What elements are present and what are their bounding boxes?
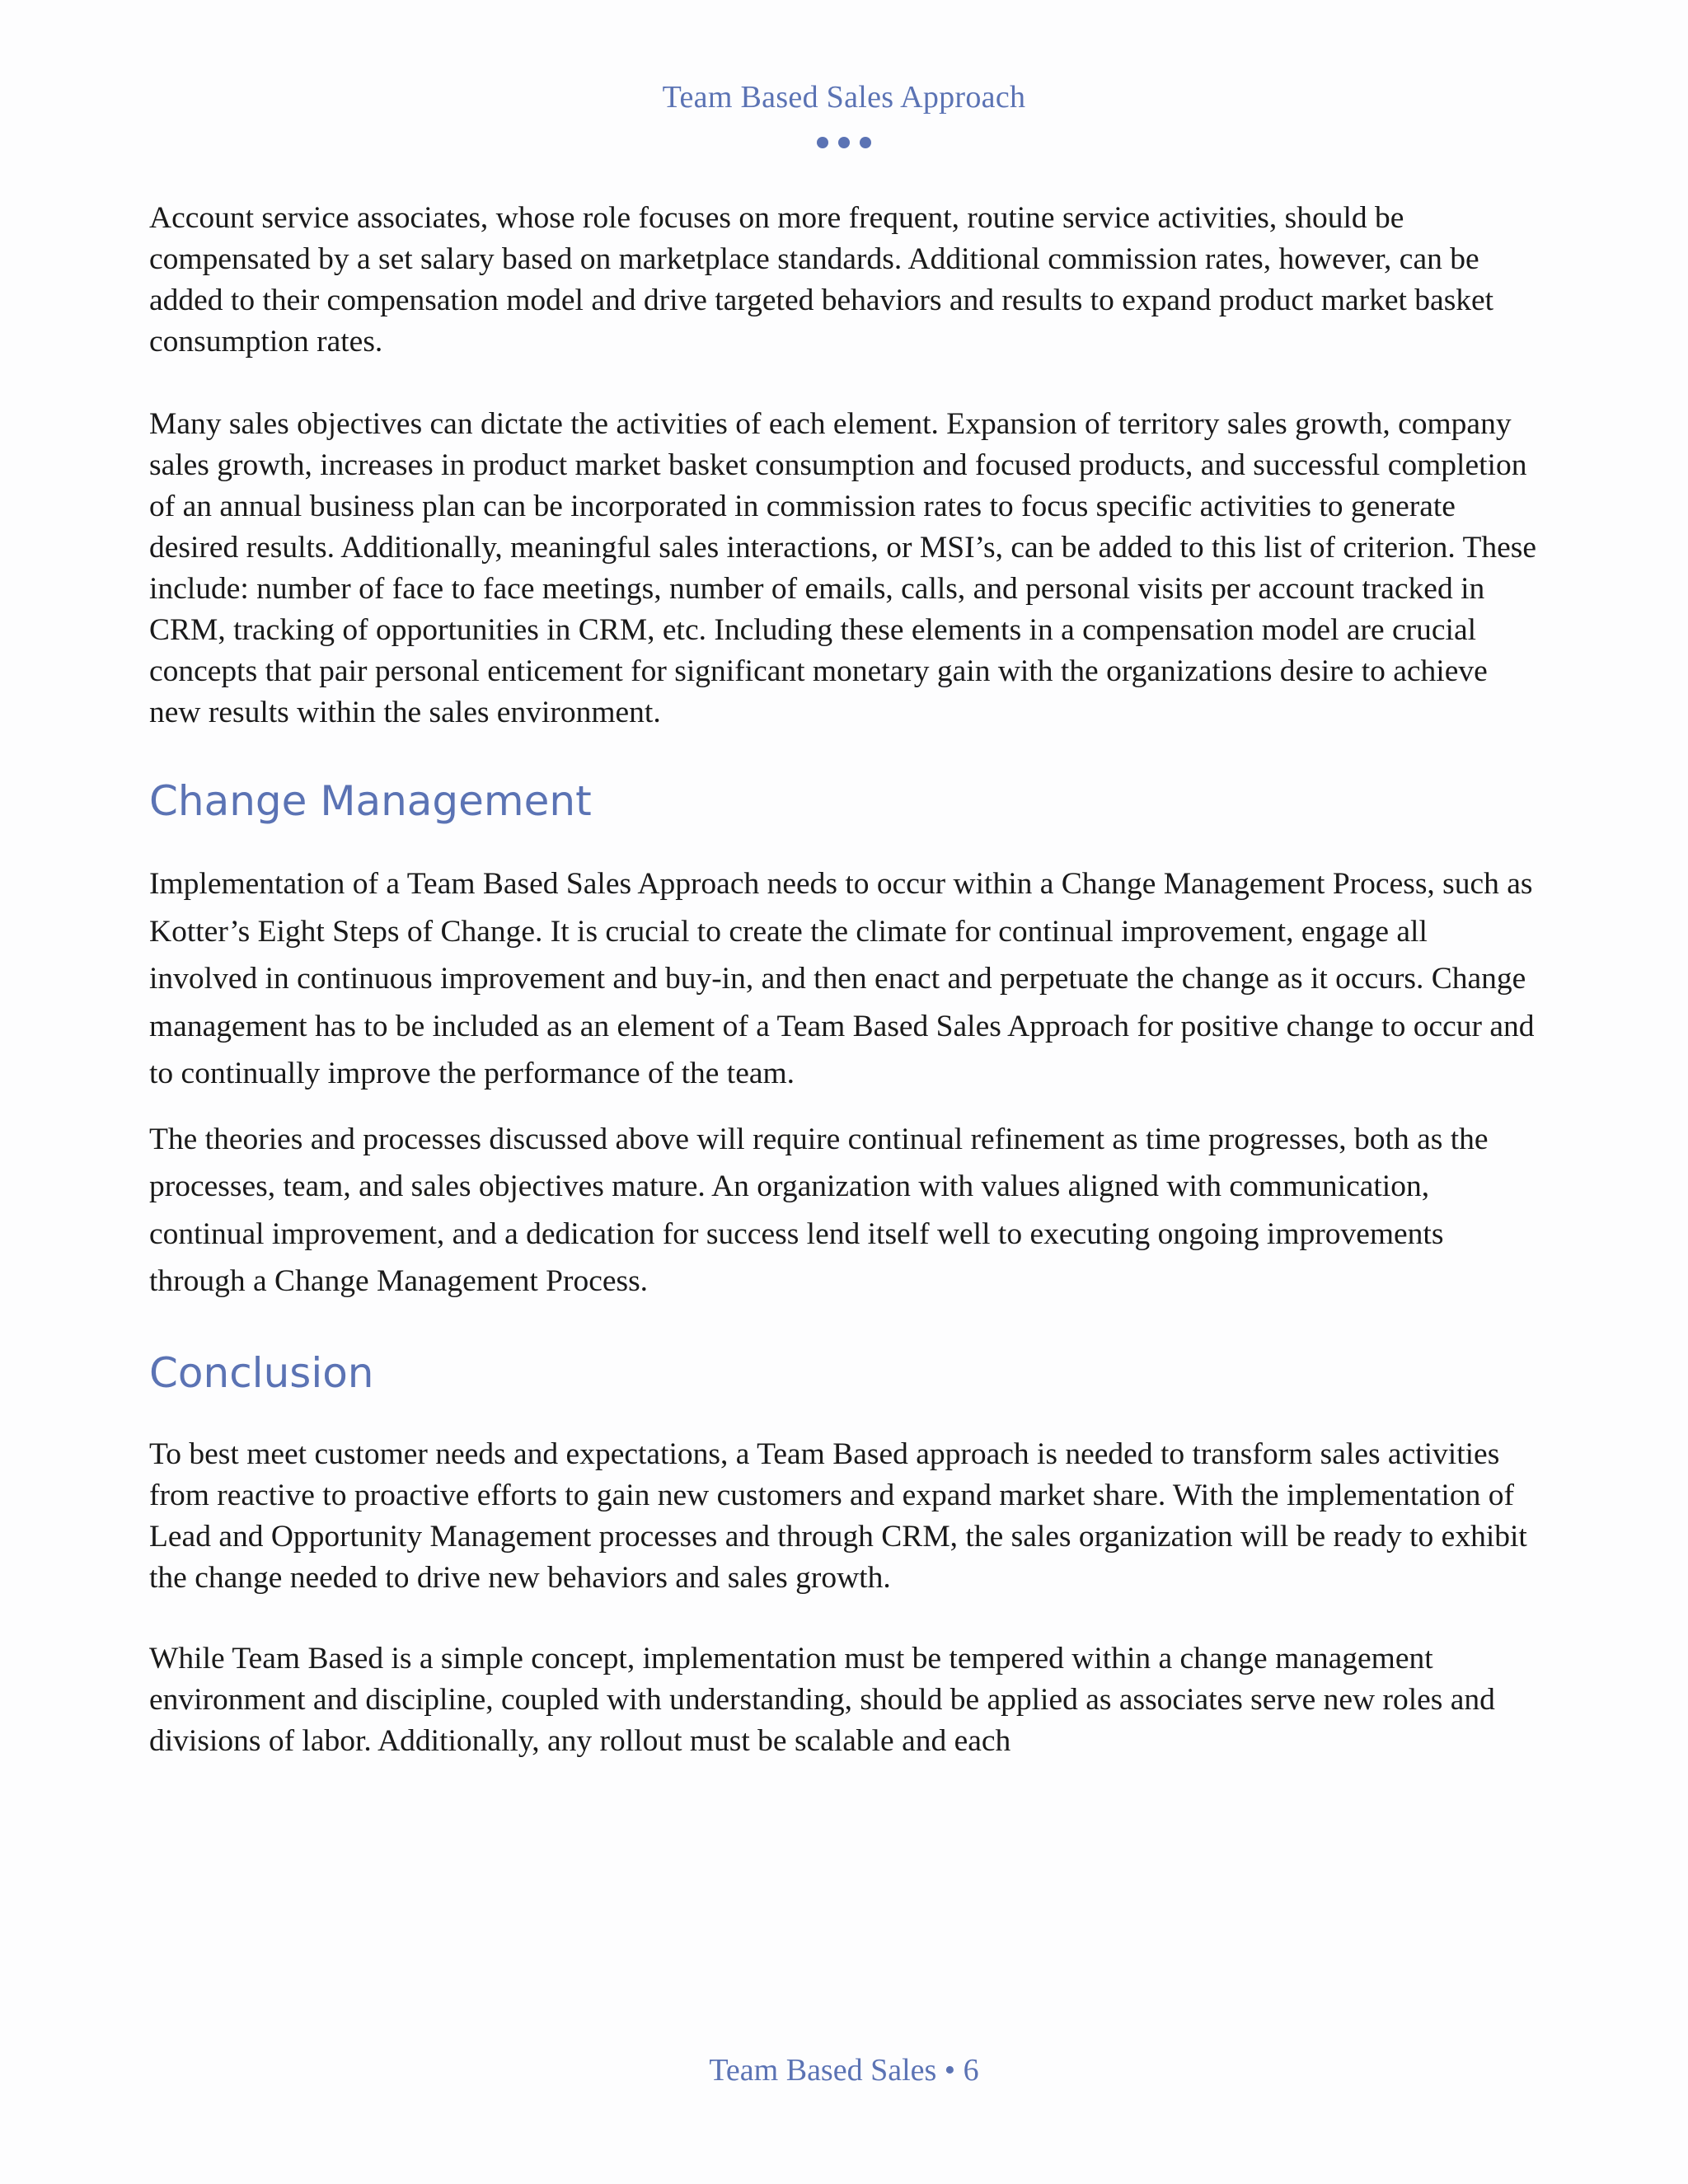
heading-conclusion: Conclusion <box>149 1348 374 1397</box>
page-footer: Team Based Sales • 6 <box>709 2053 979 2088</box>
paragraph-implementation: Implementation of a Team Based Sales Approach needs to occur within a Change Management Process, such as Kotter’s Eight Steps of Change. It is crucial to create the climate for continual improvement, engage all involved in continuous improvement and buy-in, and then enact and perpetuate the change as it occurs. Change management has to be included as an element of a Team Based Sales Approach for positive change to occur and to continually improve the performance of the team. <box>149 867 1535 1090</box>
running-header: Team Based Sales Approach <box>662 80 1026 115</box>
heading-change-management: Change Management <box>149 777 592 825</box>
paragraph-team-based-concept: While Team Based is a simple concept, implementation must be tempered within a change management environment and discipline, coupled with understanding, should be applied as associates serve new roles and divisions of labor. Additionally, any rollout must be scalable and each <box>149 1641 1495 1758</box>
paragraph-sales-objectives: Many sales objectives can dictate the activities of each element. Expansion of territory sales growth, company sales growth, increases in product market basket consumption and focused products, and successful completion of an annual business plan can be incorporated in commission rates to focus specific activities to generate desired results. Additionally, meaningful sales interactions, or MSI’s, can be added to this list of criterion. These include: number of face to face meetings, number of emails, calls, and personal visits per account tracked in CRM, tracking of opportunities in CRM, etc. Including these elements in a compensation model are crucial concepts that pair personal enticement for significant monetary gain with the organizations desire to achieve new results within the sales environment. <box>149 407 1536 729</box>
ornament-dot-icon <box>838 137 850 148</box>
paragraph-account-service: Account service associates, whose role focuses on more frequent, routine service activities, should be compensated by a set salary based on marketplace standards. Additional commission rates, however, can be added to their compensation model and drive targeted behaviors and results to expand product market basket consumption rates. <box>149 201 1494 359</box>
document-body <box>149 198 1542 1762</box>
ornament-dot-icon <box>860 137 871 148</box>
paragraph-customer-needs: To best meet customer needs and expectations, a Team Based approach is needed to transform sales activities from reactive to proactive efforts to gain new customers and expand market share. With the implementation of Lead and Opportunity Management processes and through CRM, the sales organization will be ready to exhibit the change needed to drive new behaviors and sales growth. <box>149 1436 1527 1595</box>
paragraph-theories: The theories and processes discussed above will require continual refinement as time progresses, both as the processes, team, and sales objectives mature. An organization with values aligned with communication, continual improvement, and a dedication for success lend itself well to executing ongoing improvements through a Change Management Process. <box>149 1122 1489 1298</box>
ornament-dot-icon <box>817 137 828 148</box>
header-ornament <box>0 137 1688 148</box>
